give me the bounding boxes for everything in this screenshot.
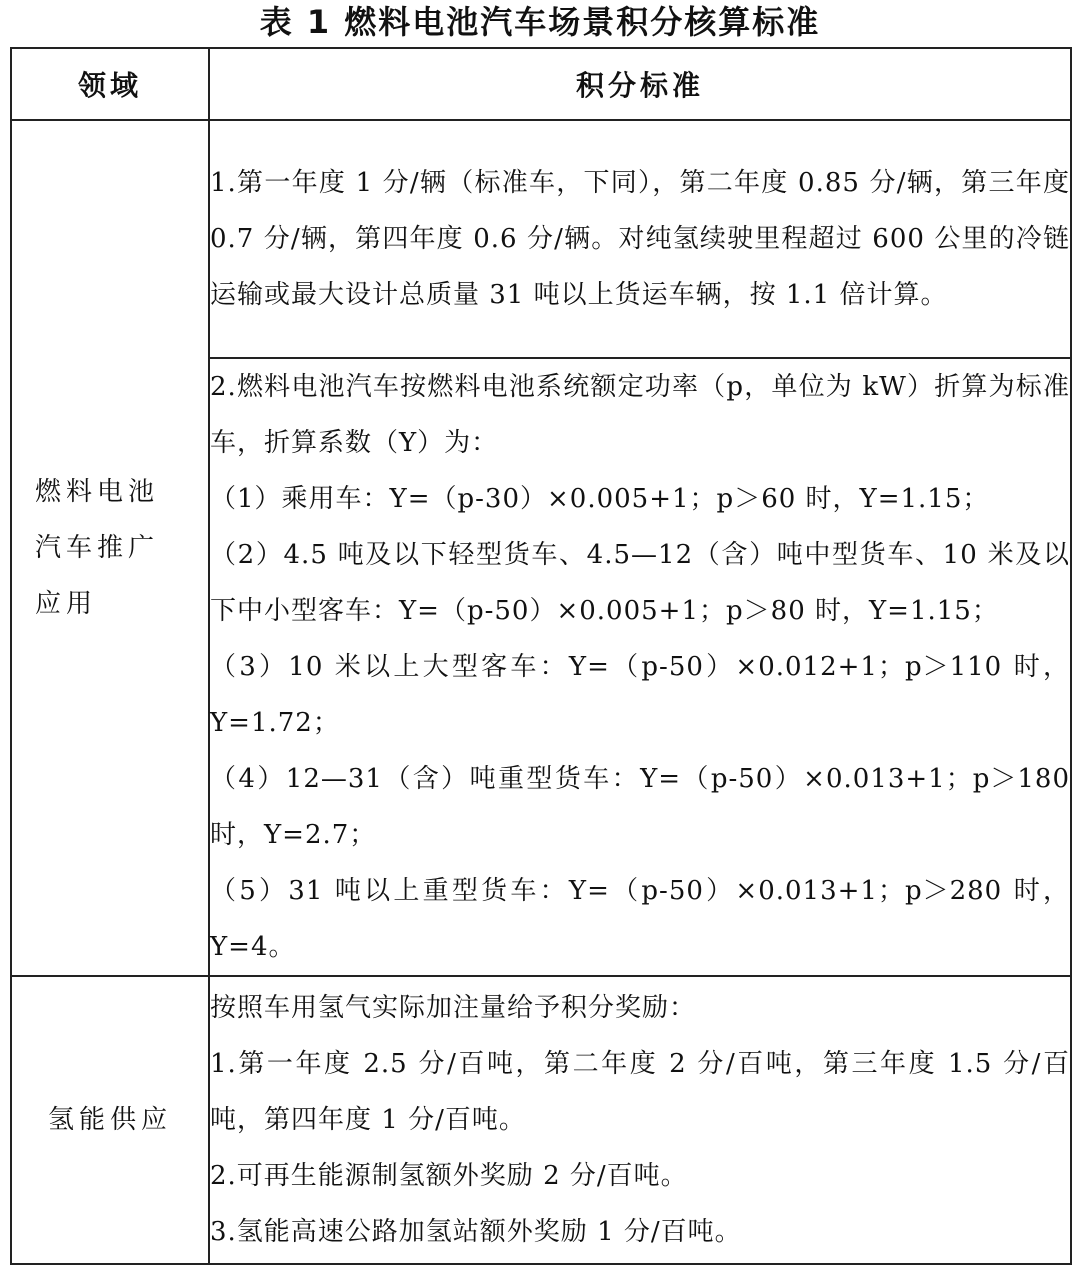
standard-cell-hydrogen-supply [209,976,1071,1264]
standard-line: （1）乘用车：Y=（p-30）×0.005+1；p＞60 时，Y=1.15； [210,484,990,514]
standard-line: （2）4.5 吨及以下轻型货车、4.5—12（含）吨中型货车、10 米及以下中小型客车：Y=（p-50）×0.005+1；p＞80 时，Y=1.15； [210,540,1070,626]
standard-line: 1.第一年度 1 分/辆（标准车，下同），第二年度 0.85 分/辆，第三年度 0.7 分/辆，第四年度 0.6 分/辆。对纯氢续驶里程超过 600 公里的冷链运输或最大设计总质量 31 吨以上货运车辆，按 1.1 倍计算。 [210,168,1070,310]
standard-line: 3.氢能高速公路加氢站额外奖励 1 分/百吨。 [210,1217,742,1247]
domain-cell-fuel-cell [11,120,209,976]
standard-line: 2.燃料电池汽车按燃料电池系统额定功率（p，单位为 kW）折算为标准车，折算系数（Y）为： [210,372,1070,458]
standard-line: （4）12—31（含）吨重型货车：Y=（p-50）×0.013+1；p＞180 时，Y=2.7； [210,764,1070,850]
header-domain: 领域 [11,48,209,120]
header-standard: 积分标准 [209,48,1071,120]
table-header-row [11,48,1071,120]
standard-line: 1.第一年度 2.5 分/百吨，第二年度 2 分/百吨，第三年度 1.5 分/百吨，第四年度 1 分/百吨。 [210,1049,1070,1135]
standard-line: 按照车用氢气实际加注量给予积分奖励： [210,993,697,1023]
standard-cell-fuel-cell-1 [209,120,1071,358]
scoring-standard-table [10,47,1072,1265]
domain-label-fuel-cell: 燃料电池汽车推广应用 [35,477,160,619]
standard-cell-fuel-cell-2 [209,358,1071,976]
table-row-fuel-cell-1 [11,120,1071,358]
domain-label-hydrogen-supply: 氢能供应 [47,1105,172,1135]
standard-line: （5）31 吨以上重型货车：Y=（p-50）×0.013+1；p＞280 时，Y=4。 [210,876,1070,962]
table-title: 表 1 燃料电池汽车场景积分核算标准 [259,3,821,41]
table-row-hydrogen-supply [11,976,1071,1264]
standard-line: 2.可再生能源制氢额外奖励 2 分/百吨。 [210,1161,688,1191]
domain-cell-hydrogen-supply [11,976,209,1264]
standard-line: （3）10 米以上大型客车：Y=（p-50）×0.012+1；p＞110 时，Y=1.72； [210,652,1070,738]
